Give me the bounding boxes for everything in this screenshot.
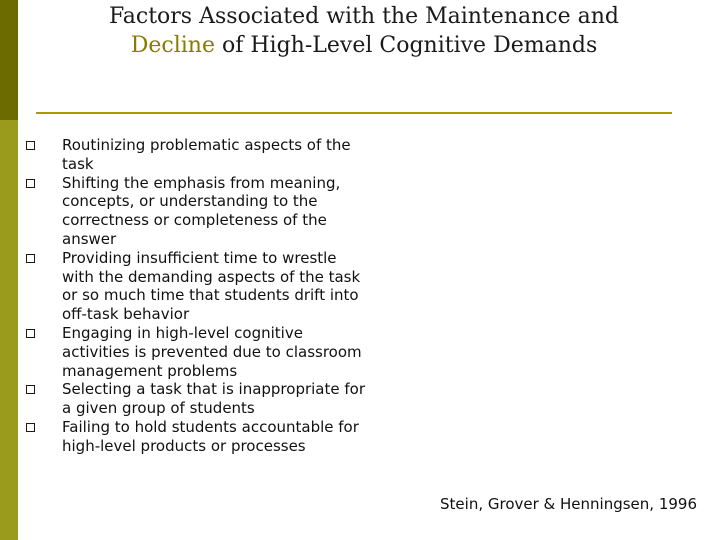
citation: Stein, Grover & Henningsen, 1996 xyxy=(440,495,697,513)
bullet-item xyxy=(26,174,371,249)
square-bullet-icon xyxy=(26,423,35,432)
left-accent-band-top xyxy=(0,0,18,120)
title-divider xyxy=(36,112,672,114)
bullet-item xyxy=(26,249,371,324)
square-bullet-icon xyxy=(26,385,35,394)
bullet-item xyxy=(26,418,371,456)
bullet-item xyxy=(26,136,371,174)
bullet-text: Routinizing problematic aspects of the task xyxy=(62,136,351,173)
square-bullet-icon xyxy=(26,254,35,263)
square-bullet-icon xyxy=(26,179,35,188)
square-bullet-icon xyxy=(26,329,35,338)
bullet-text: Selecting a task that is inappropriate for a given group of students xyxy=(62,380,365,418)
title-line-1: Factors Associated with the Maintenance and xyxy=(109,4,619,29)
square-bullet-icon xyxy=(26,141,35,150)
bullet-item xyxy=(26,380,371,418)
slide-title xyxy=(40,2,688,60)
bullet-text: Failing to hold students accountable for high-level products or processes xyxy=(62,417,359,455)
bullet-text: Providing insufficient time to wrestle with the demanding aspects of the task or so much time that students drift into off-task behavior xyxy=(62,248,361,324)
title-line-2: of High-Level Cognitive Demands xyxy=(215,33,598,58)
title-accent-word: Decline xyxy=(130,33,215,58)
bullet-item xyxy=(26,324,371,380)
bullet-text: Shifting the emphasis from meaning, concepts, or understanding to the correctness or completeness of the answer xyxy=(62,173,341,248)
bullet-list xyxy=(26,136,371,456)
bullet-text: Engaging in high-level cognitive activities is prevented due to classroom management problems xyxy=(62,323,362,380)
